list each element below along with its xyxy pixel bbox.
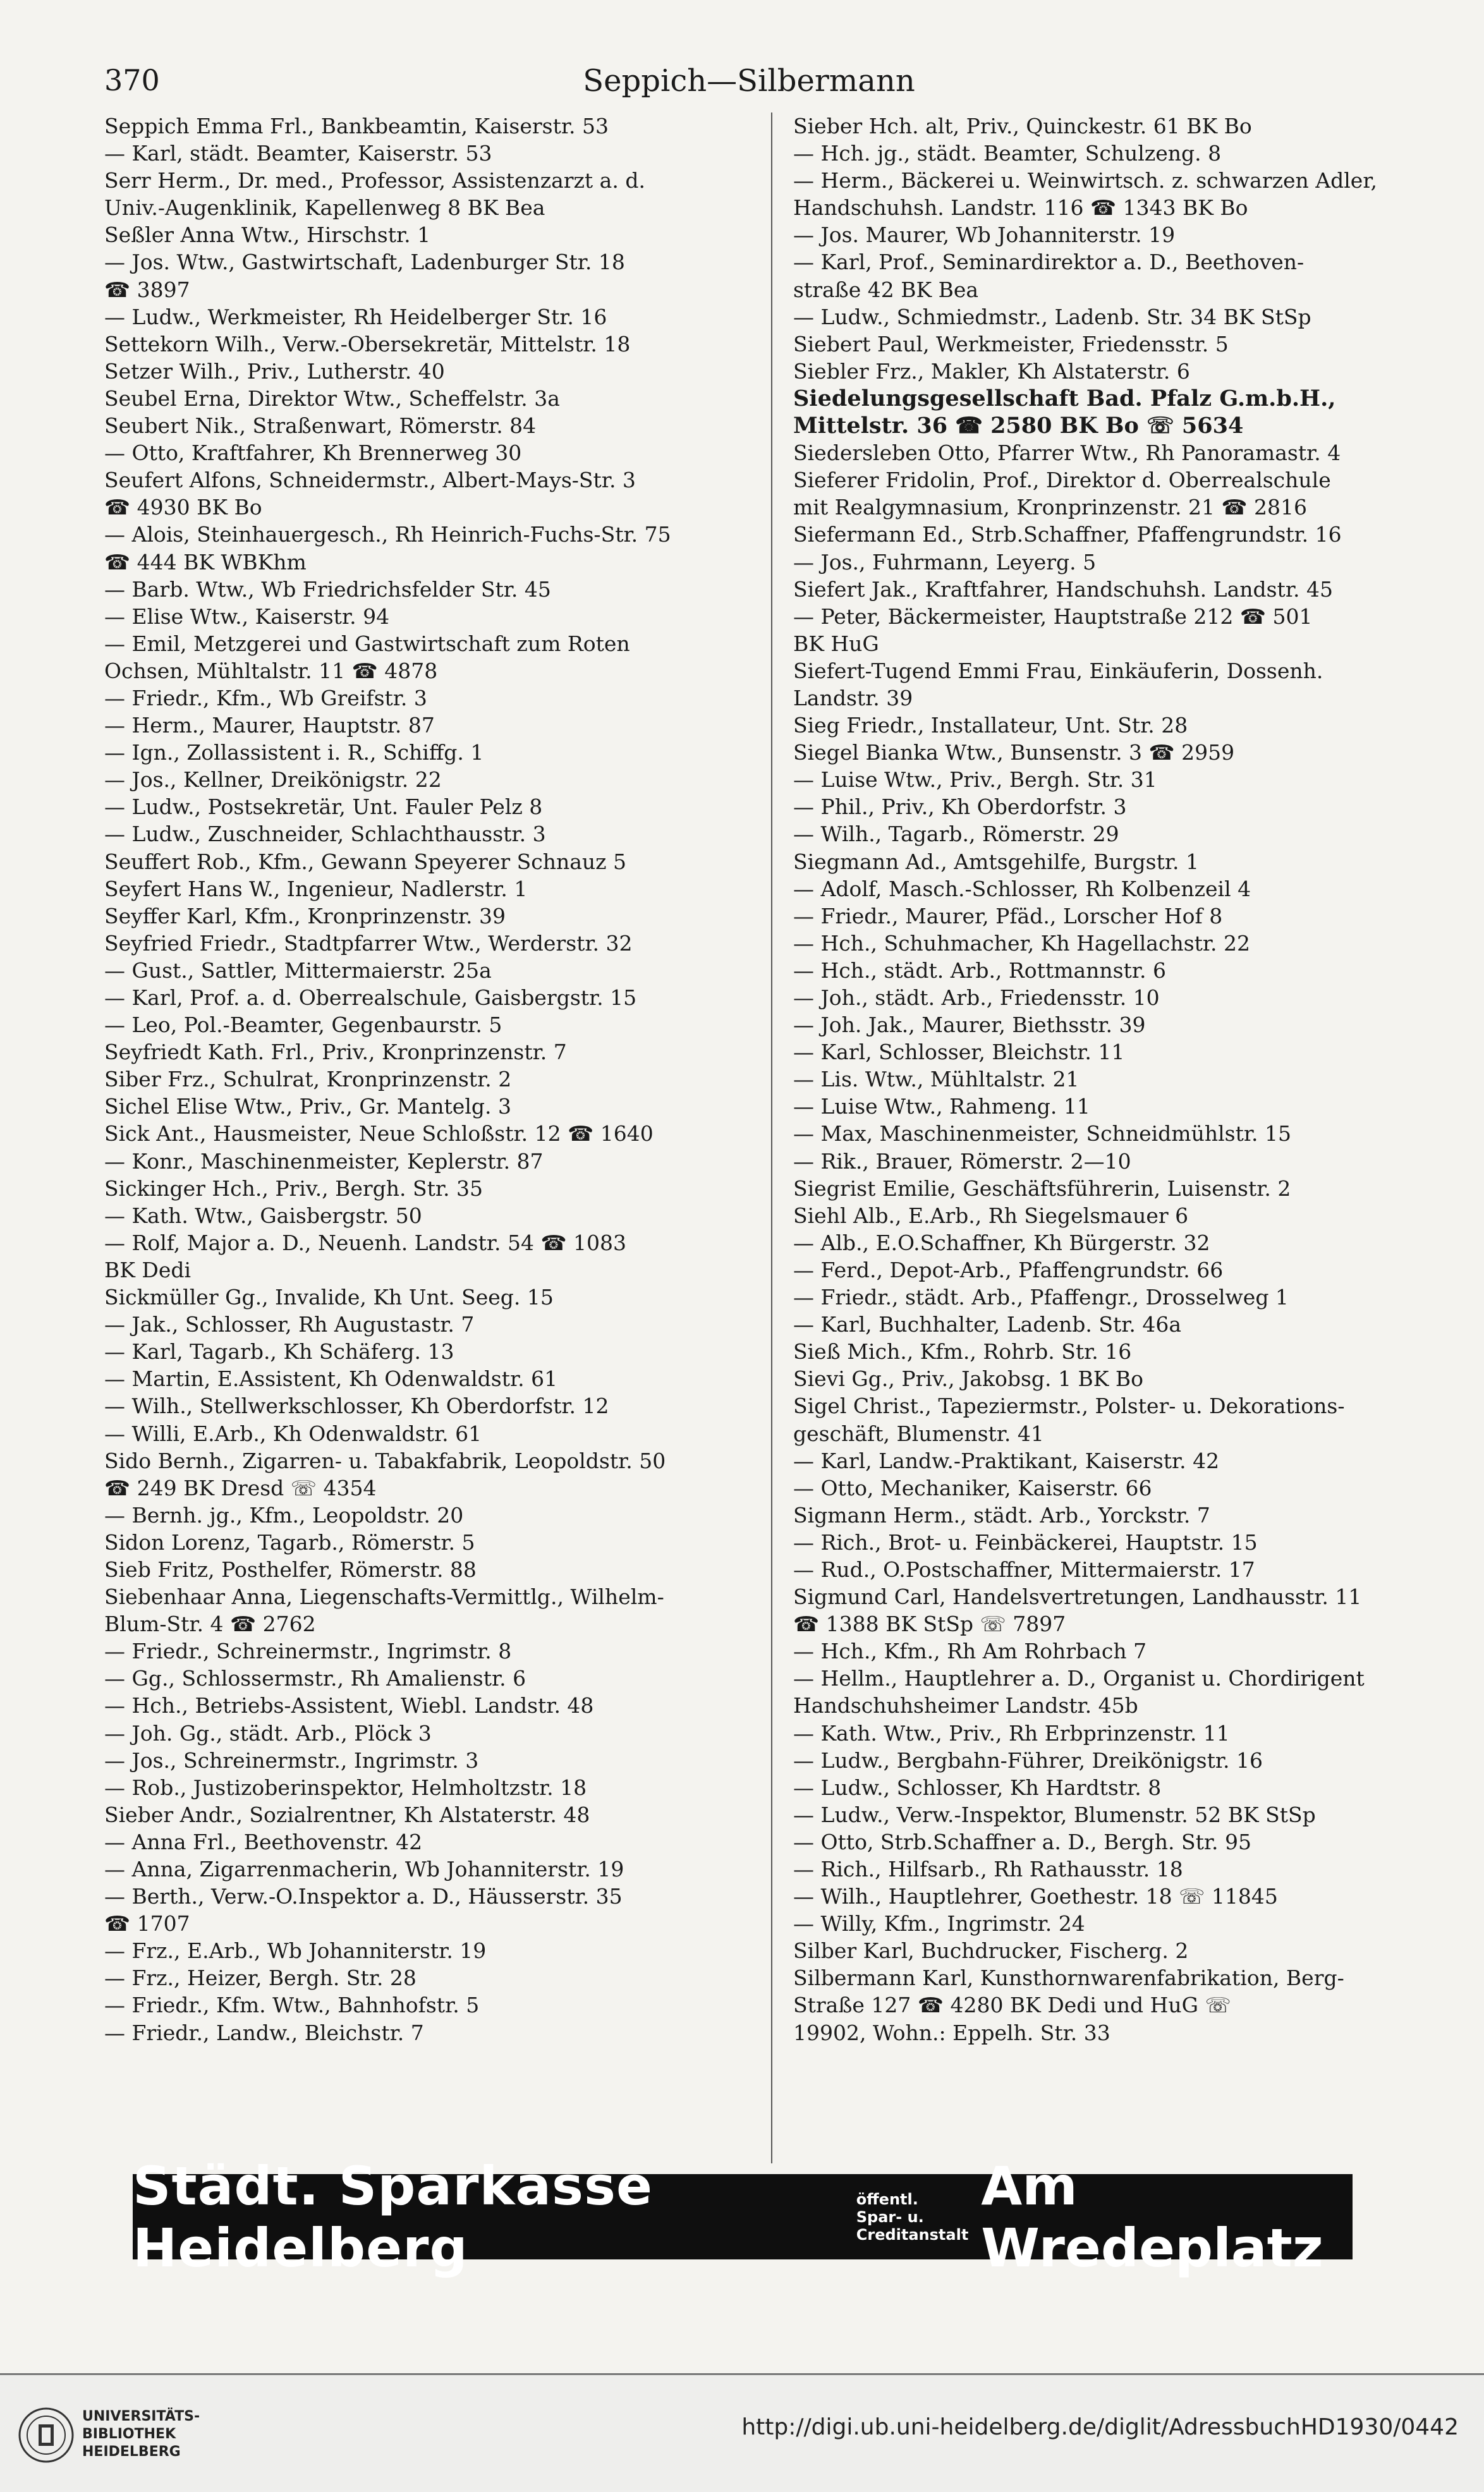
- directory-entry: — Ludw., Schlosser, Kh Hardtstr. 8: [793, 1775, 1162, 1800]
- directory-entry: — Friedr., Maurer, Pfäd., Lorscher Hof 8: [793, 903, 1223, 928]
- directory-entry: — Hch., Kfm., Rh Am Rohrbach 7: [793, 1639, 1147, 1664]
- directory-entry: — Ludw., Schmiedmstr., Ladenb. Str. 34 BK StSp: [793, 304, 1311, 329]
- directory-entry: Sieb Fritz, Posthelfer, Römerstr. 88: [104, 1557, 477, 1582]
- directory-entry: — Hch., Betriebs-Assistent, Wiebl. Landstr. 48: [104, 1693, 594, 1718]
- directory-entry: — Alois, Steinhauergesch., Rh Heinrich-Fuchs-Str. 75: [104, 522, 671, 547]
- directory-entry: — Friedr., städt. Arb., Pfaffengr., Drosselweg 1: [793, 1285, 1289, 1310]
- directory-entry: — Otto, Kraftfahrer, Kh Brennerweg 30: [104, 441, 522, 466]
- directory-entry: — Hch., Schuhmacher, Kh Hagellachstr. 22: [793, 930, 1251, 956]
- directory-entry: — Ign., Zollassistent i. R., Schiffg. 1: [104, 740, 484, 765]
- directory-entry: — Rolf, Major a. D., Neuenh. Landstr. 54 ☎ 1083: [104, 1230, 627, 1255]
- directory-entry: — Martin, E.Assistent, Kh Odenwaldstr. 61: [104, 1366, 558, 1392]
- directory-entry: — Jos., Schreinermstr., Ingrimstr. 3: [104, 1747, 479, 1773]
- directory-entry: Silber Karl, Buchdrucker, Fischerg. 2: [793, 1938, 1189, 1964]
- directory-entry: — Wilh., Stellwerkschlosser, Kh Oberdorfstr. 12: [104, 1394, 609, 1419]
- directory-entry: Siebler Frz., Makler, Kh Alstaterstr. 6: [793, 358, 1190, 384]
- directory-entry: — Hch. jg., städt. Beamter, Schulzeng. 8: [793, 141, 1222, 166]
- directory-entry: ☎ 249 BK Dresd ☏ 4354: [104, 1475, 377, 1500]
- directory-entry: BK Dedi: [104, 1257, 192, 1282]
- ad-subtitle: [856, 2191, 969, 2244]
- directory-entry: — Elise Wtw., Kaiserstr. 94: [104, 604, 390, 629]
- directory-entry: — Max, Maschinenmeister, Schneidmühlstr. 15: [793, 1121, 1291, 1146]
- directory-entry: Sichel Elise Wtw., Priv., Gr. Mantelg. 3: [104, 1094, 511, 1119]
- directory-entry: Seuffert Rob., Kfm., Gewann Speyerer Schnauz 5: [104, 849, 627, 874]
- directory-entry: — Rob., Justizoberinspektor, Helmholtzstr. 18: [104, 1775, 587, 1800]
- directory-entry: — Phil., Priv., Kh Oberdorfstr. 3: [793, 794, 1127, 820]
- directory-entry: — Ludw., Postsekretär, Unt. Fauler Pelz 8: [104, 794, 543, 820]
- directory-entry: — Karl, Prof. a. d. Oberrealschule, Gaisbergstr. 15: [104, 985, 637, 1010]
- column-divider: [771, 112, 772, 2163]
- directory-entry: — Rik., Brauer, Römerstr. 2—10: [793, 1148, 1131, 1174]
- directory-entry: — Leo, Pol.-Beamter, Gegenbaurstr. 5: [104, 1012, 502, 1038]
- directory-entry: Setzer Wilh., Priv., Lutherstr. 40: [104, 358, 445, 384]
- directory-entry: Blum-Str. 4 ☎ 2762: [104, 1612, 316, 1637]
- directory-entry: Sigmund Carl, Handelsvertretungen, Landhausstr. 11: [793, 1584, 1362, 1610]
- directory-entry: mit Realgymnasium, Kronprinzenstr. 21 ☎ 2816: [793, 495, 1308, 520]
- directory-entry: Straße 127 ☎ 4280 BK Dedi und HuG ☏: [793, 1993, 1231, 2018]
- library-name-line-2: BIBLIOTHEK: [82, 2426, 176, 2442]
- directory-entry: Settekorn Wilh., Verw.-Obersekretär, Mittelstr. 18: [104, 331, 631, 356]
- directory-entry: Seppich Emma Frl., Bankbeamtin, Kaiserstr. 53: [104, 114, 609, 138]
- directory-entry: — Emil, Metzgerei und Gastwirtschaft zum Roten: [104, 631, 630, 656]
- directory-entry: Sickmüller Gg., Invalide, Kh Unt. Seeg. 15: [104, 1285, 554, 1310]
- page-number: 370: [104, 63, 160, 97]
- directory-entry: — Frz., Heizer, Bergh. Str. 28: [104, 1966, 417, 1991]
- ad-subtitle-line-2: Creditanstalt: [856, 2225, 969, 2244]
- directory-entry: Siber Frz., Schulrat, Kronprinzenstr. 2: [104, 1067, 512, 1092]
- directory-entry: Sieber Hch. alt, Priv., Quinckestr. 61 BK Bo: [793, 114, 1252, 138]
- ad-subtitle-line-1: öffentl. Spar- u.: [856, 2190, 924, 2226]
- directory-entry: Seyfried Friedr., Stadtpfarrer Wtw., Werderstr. 32: [104, 930, 633, 956]
- directory-entry: — Berth., Verw.-O.Inspektor a. D., Häusserstr. 35: [104, 1884, 623, 1909]
- directory-entry: — Rich., Brot- u. Feinbäckerei, Hauptstr. 15: [793, 1529, 1258, 1555]
- directory-entry: — Ludw., Verw.-Inspektor, Blumenstr. 52 BK StSp: [793, 1802, 1316, 1827]
- directory-entry: Siegrist Emilie, Geschäftsführerin, Luisenstr. 2: [793, 1176, 1291, 1201]
- directory-entry: 19902, Wohn.: Eppelh. Str. 33: [793, 2020, 1110, 2045]
- directory-entry: — Luise Wtw., Priv., Bergh. Str. 31: [793, 767, 1157, 793]
- directory-entry: Sigel Christ., Tapeziermstr., Polster- u. Dekorations-: [793, 1394, 1345, 1419]
- directory-entry: — Gg., Schlossermstr., Rh Amalienstr. 6: [104, 1666, 526, 1691]
- directory-entry: — Friedr., Landw., Bleichstr. 7: [104, 2020, 424, 2045]
- directory-entry: — Jak., Schlosser, Rh Augustastr. 7: [104, 1312, 475, 1337]
- running-head: Seppich—Silbermann: [583, 63, 915, 99]
- directory-entry: — Rud., O.Postschaffner, Mittermaierstr. 17: [793, 1557, 1255, 1582]
- directory-entry: Seyfriedt Kath. Frl., Priv., Kronprinzenstr. 7: [104, 1040, 567, 1065]
- directory-entry: — Wilh., Tagarb., Römerstr. 29: [793, 822, 1119, 847]
- directory-entry: — Hch., städt. Arb., Rottmannstr. 6: [793, 957, 1166, 983]
- directory-entry: Mittelstr. 36 ☎ 2580 BK Bo ☏ 5634: [793, 413, 1244, 439]
- sparkasse-advertisement: [133, 2155, 1353, 2279]
- directory-entry: — Rich., Hilfsarb., Rh Rathausstr. 18: [793, 1857, 1183, 1881]
- directory-entry: — Kath. Wtw., Priv., Rh Erbprinzenstr. 11: [793, 1720, 1230, 1746]
- directory-entry: — Wilh., Hauptlehrer, Goethestr. 18 ☏ 11845: [793, 1884, 1278, 1909]
- directory-entry: Sievi Gg., Priv., Jakobsg. 1 BK Bo: [793, 1366, 1143, 1392]
- directory-entry: geschäft, Blumenstr. 41: [793, 1421, 1044, 1446]
- directory-entry: — Willi, E.Arb., Kh Odenwaldstr. 61: [104, 1421, 482, 1446]
- directory-entry: ☎ 4930 BK Bo: [104, 495, 262, 520]
- directory-entry: — Frz., E.Arb., Wb Johanniterstr. 19: [104, 1938, 487, 1964]
- directory-entry: Sigmann Herm., städt. Arb., Yorckstr. 7: [793, 1502, 1210, 1528]
- directory-entry: Seufert Alfons, Schneidermstr., Albert-Mays-Str. 3: [104, 468, 636, 493]
- source-url-link[interactable]: http://digi.ub.uni-heidelberg.de/diglit/AdressbuchHD1930/0442: [741, 2414, 1459, 2440]
- directory-entry: — Karl, städt. Beamter, Kaiserstr. 53: [104, 141, 492, 166]
- directory-entry: Siefermann Ed., Strb.Schaffner, Pfaffengrundstr. 16: [793, 522, 1342, 547]
- directory-entry: — Hellm., Hauptlehrer a. D., Organist u. Chordirigent: [793, 1666, 1365, 1691]
- directory-entry: — Ludw., Zuschneider, Schlachthausstr. 3: [104, 822, 546, 847]
- directory-entry: Silbermann Karl, Kunsthornwarenfabrikation, Berg-: [793, 1966, 1344, 1991]
- directory-entry: — Jos. Wtw., Gastwirtschaft, Ladenburger Str. 18: [104, 250, 625, 275]
- ad-bank-name: Städt. Sparkasse Heidelberg: [133, 2155, 654, 2279]
- directory-entry: — Joh. Jak., Maurer, Biethsstr. 39: [793, 1012, 1146, 1038]
- directory-entry: Landstr. 39: [793, 685, 913, 710]
- directory-entry: Siegel Bianka Wtw., Bunsenstr. 3 ☎ 2959: [793, 740, 1235, 765]
- right-column: [793, 112, 1425, 2163]
- directory-entry: ☎ 444 BK WBKhm: [104, 549, 307, 574]
- directory-entry: — Gust., Sattler, Mittermaierstr. 25a: [104, 957, 492, 983]
- directory-entry: — Karl, Tagarb., Kh Schäferg. 13: [104, 1339, 454, 1365]
- directory-entry: — Anna, Zigarrenmacherin, Wb Johanniterstr. 19: [104, 1857, 624, 1881]
- directory-entry: — Herm., Bäckerei u. Weinwirtsch. z. schwarzen Adler,: [793, 168, 1377, 193]
- library-footer: [0, 2375, 1484, 2492]
- directory-entry: Sidon Lorenz, Tagarb., Römerstr. 5: [104, 1529, 475, 1555]
- directory-entry: Siefert Jak., Kraftfahrer, Handschuhsh. Landstr. 45: [793, 576, 1333, 602]
- directory-entry: Sieg Friedr., Installateur, Unt. Str. 28: [793, 713, 1188, 738]
- directory-entry: — Jos., Fuhrmann, Leyerg. 5: [793, 549, 1097, 574]
- directory-entry: — Karl, Schlosser, Bleichstr. 11: [793, 1040, 1125, 1065]
- directory-entry: — Otto, Strb.Schaffner a. D., Bergh. Str. 95: [793, 1829, 1251, 1854]
- directory-entry: — Ludw., Werkmeister, Rh Heidelberger Str. 16: [104, 304, 607, 329]
- directory-entry: — Konr., Maschinenmeister, Keplerstr. 87: [104, 1148, 544, 1174]
- directory-entry: — Luise Wtw., Rahmeng. 11: [793, 1094, 1090, 1119]
- directory-entry: Seubel Erna, Direktor Wtw., Scheffelstr. 3a: [104, 386, 560, 411]
- directory-entry: Ochsen, Mühltalstr. 11 ☎ 4878: [104, 658, 438, 683]
- directory-entry: — Kath. Wtw., Gaisbergstr. 50: [104, 1203, 422, 1228]
- directory-entry: — Anna Frl., Beethovenstr. 42: [104, 1829, 423, 1854]
- directory-entry: — Lis. Wtw., Mühltalstr. 21: [793, 1067, 1080, 1092]
- directory-entry: — Karl, Buchhalter, Ladenb. Str. 46a: [793, 1312, 1182, 1337]
- directory-entry: — Joh. Gg., städt. Arb., Plöck 3: [104, 1720, 432, 1746]
- university-library-logo-icon: [18, 2407, 75, 2464]
- ad-location: Am Wredeplatz: [981, 2155, 1323, 2279]
- directory-entry: — Peter, Bäckermeister, Hauptstraße 212 ☎ 501: [793, 604, 1313, 629]
- directory-entry: Univ.-Augenklinik, Kapellenweg 8 BK Bea: [104, 195, 545, 221]
- directory-entry: Siedersleben Otto, Pfarrer Wtw., Rh Panoramastr. 4: [793, 441, 1341, 466]
- library-name-line-1: UNIVERSITÄTS-: [82, 2409, 200, 2424]
- directory-entry: — Joh., städt. Arb., Friedensstr. 10: [793, 985, 1160, 1010]
- directory-entry: ☎ 3897: [104, 277, 190, 302]
- directory-entry: straße 42 BK Bea: [793, 277, 979, 302]
- directory-entry: — Karl, Prof., Seminardirektor a. D., Beethoven-: [793, 250, 1305, 275]
- directory-entry: ☎ 1707: [104, 1911, 190, 1936]
- directory-entry: Siebenhaar Anna, Liegenschafts-Vermittlg., Wilhelm-: [104, 1584, 664, 1610]
- directory-entry: — Barb. Wtw., Wb Friedrichsfelder Str. 45: [104, 576, 551, 602]
- library-name-line-3: HEIDELBERG: [82, 2444, 181, 2460]
- directory-entry: Sieber Andr., Sozialrentner, Kh Alstaterstr. 48: [104, 1802, 590, 1827]
- directory-entry: — Karl, Landw.-Praktikant, Kaiserstr. 42: [793, 1448, 1220, 1473]
- directory-entry: — Ferd., Depot-Arb., Pfaffengrundstr. 66: [793, 1257, 1224, 1282]
- directory-entry: Sieferer Fridolin, Prof., Direktor d. Oberrealschule: [793, 468, 1331, 493]
- directory-entry: ☎ 1388 BK StSp ☏ 7897: [793, 1612, 1066, 1637]
- directory-entry: — Willy, Kfm., Ingrimstr. 24: [793, 1911, 1085, 1936]
- directory-entry: — Friedr., Kfm. Wtw., Bahnhofstr. 5: [104, 1993, 480, 2018]
- directory-entry: Sickinger Hch., Priv., Bergh. Str. 35: [104, 1176, 483, 1201]
- left-column: [104, 112, 736, 2163]
- directory-entry: Siebert Paul, Werkmeister, Friedensstr. 5: [793, 331, 1229, 356]
- directory-entry: BK HuG: [793, 631, 879, 656]
- directory-entry: Seubert Nik., Straßenwart, Römerstr. 84: [104, 413, 537, 439]
- directory-entry: — Bernh. jg., Kfm., Leopoldstr. 20: [104, 1502, 464, 1528]
- directory-entry: Seyfert Hans W., Ingenieur, Nadlerstr. 1: [104, 876, 528, 901]
- directory-entry: Handschuhsh. Landstr. 116 ☎ 1343 BK Bo: [793, 195, 1248, 221]
- directory-entry: Seßler Anna Wtw., Hirschstr. 1: [104, 222, 431, 248]
- directory-entry: Sido Bernh., Zigarren- u. Tabakfabrik, Leopoldstr. 50: [104, 1448, 666, 1473]
- directory-entry: Serr Herm., Dr. med., Professor, Assistenzarzt a. d.: [104, 168, 645, 193]
- directory-entry: — Friedr., Kfm., Wb Greifstr. 3: [104, 685, 427, 710]
- directory-entry: Seyffer Karl, Kfm., Kronprinzenstr. 39: [104, 903, 506, 928]
- directory-entry: Siehl Alb., E.Arb., Rh Siegelsmauer 6: [793, 1203, 1189, 1228]
- directory-entry: Siefert-Tugend Emmi Frau, Einkäuferin, Dossenh.: [793, 658, 1323, 683]
- directory-entry: — Jos., Kellner, Dreikönigstr. 22: [104, 767, 442, 793]
- directory-entry: Siegmann Ad., Amtsgehilfe, Burgstr. 1: [793, 849, 1199, 874]
- page-header: [104, 63, 1394, 101]
- directory-entry: Sick Ant., Hausmeister, Neue Schloßstr. 12 ☎ 1640: [104, 1121, 654, 1146]
- directory-entry: Siedelungsgesellschaft Bad. Pfalz G.m.b.H.,: [793, 385, 1336, 411]
- directory-entry: Sieß Mich., Kfm., Rohrb. Str. 16: [793, 1339, 1132, 1365]
- directory-entry: — Jos. Maurer, Wb Johanniterstr. 19: [793, 222, 1176, 248]
- directory-entry: — Ludw., Bergbahn-Führer, Dreikönigstr. 16: [793, 1747, 1263, 1773]
- directory-entry: — Otto, Mechaniker, Kaiserstr. 66: [793, 1475, 1152, 1500]
- directory-entry: — Alb., E.O.Schaffner, Kh Bürgerstr. 32: [793, 1230, 1210, 1255]
- directory-entry: — Herm., Maurer, Hauptstr. 87: [104, 713, 435, 738]
- directory-entry: Handschuhsheimer Landstr. 45b: [793, 1693, 1138, 1718]
- library-name: [82, 2408, 200, 2461]
- directory-entry: — Friedr., Schreinermstr., Ingrimstr. 8: [104, 1639, 512, 1664]
- directory-entry: — Adolf, Masch.-Schlosser, Rh Kolbenzeil 4: [793, 876, 1251, 901]
- directory-columns: [104, 112, 1394, 2163]
